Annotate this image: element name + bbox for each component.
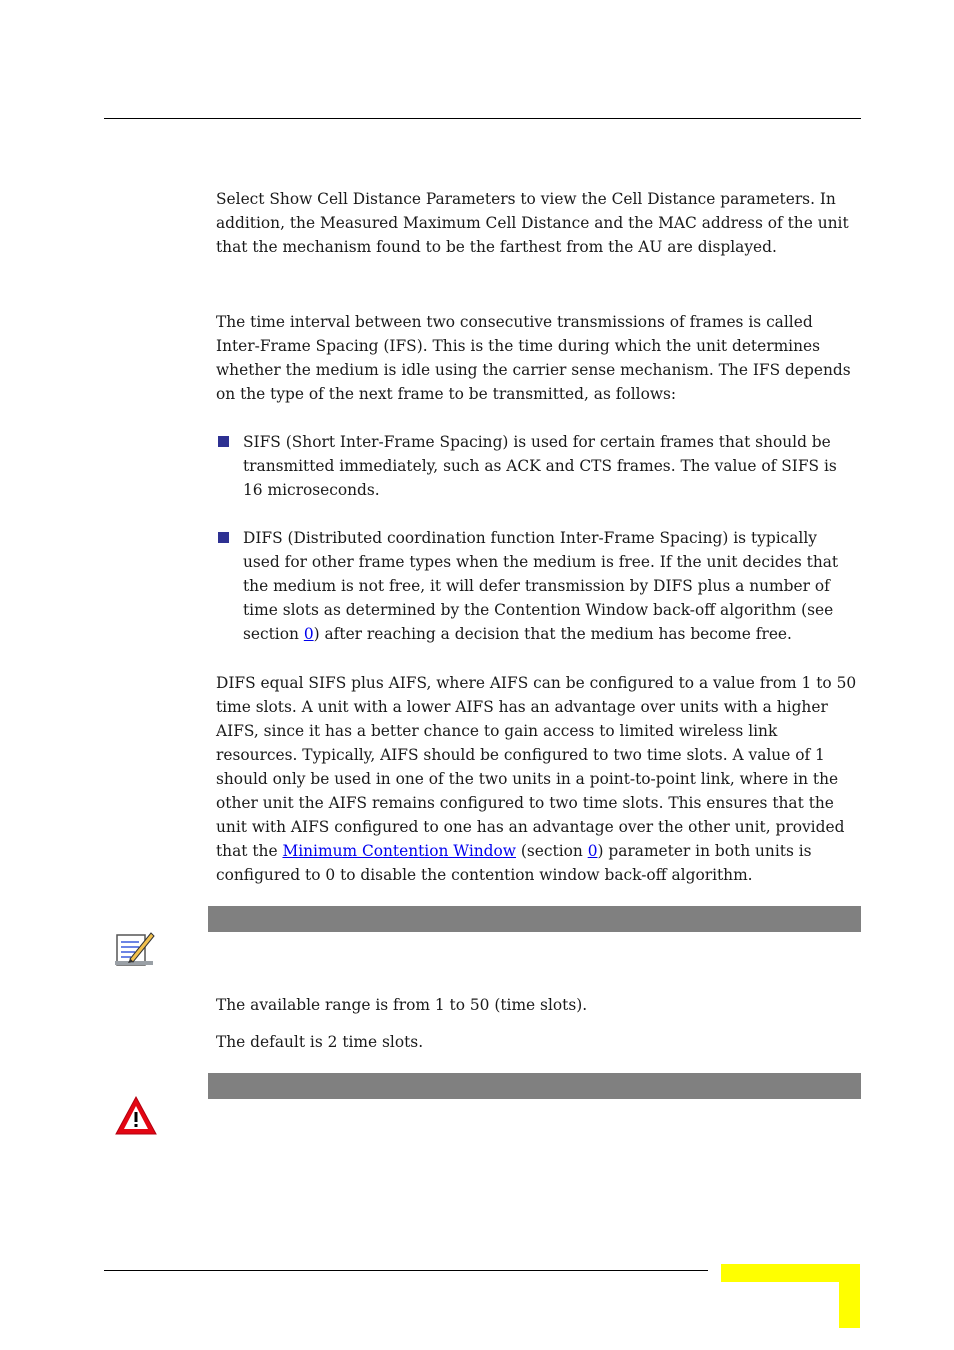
aifs-section-link[interactable]: 0 — [587, 842, 598, 860]
ifs-intro-paragraph: The time interval between two consecutive transmissions of frames is called Inter-Frame Spacing (IFS). This is the time during which the unit determines whether the medium is idle using the carrier sense mechanism. The IFS depends on the type of the next frame to be transmitted, as follows: — [216, 313, 851, 403]
sifs-bullet-icon — [218, 436, 229, 447]
difs-bullet-text-start: DIFS (Distributed coordination function Inter-Frame Spacing) is typically used for other frame types when the medium is free. If the unit decides that the medium is not free, it will defer transmission by DIFS plus a number of time slots as determined by the Contention Window back-off algorithm (see section — [243, 529, 839, 643]
default-text: The default is 2 time slots. — [216, 1033, 424, 1051]
header-rule — [104, 118, 861, 119]
note-header-bar — [208, 906, 861, 932]
aifs-text-start: DIFS equal SIFS plus AIFS, where AIFS can be configured to a value from 1 to 50 time slots. A unit with a lower AIFS has an advantage over units with a higher AIFS, since it has a better chance to gain access to limited wireless link resources. Typically, AIFS should be configured to two time slots. A value of 1 should only be used in one of the two units in a point-to-point link, where in the other unit the AIFS remains configured to two time slots. This ensures that the unit with AIFS configured to one has an advantage over the other unit, provided that the — [216, 674, 857, 860]
warning-triangle-icon — [114, 1095, 158, 1137]
difs-bullet-icon — [218, 532, 229, 543]
difs-bullet-text — [243, 526, 855, 646]
cell-distance-paragraph: Select Show Cell Distance Parameters to view the Cell Distance parameters. In addition, the Measured Maximum Cell Distance and the MAC address of the unit that the mechanism found to be the farthest from the AU are displayed. — [216, 190, 849, 256]
difs-bullet-text-end: ) after reaching a decision that the medium has become free. — [313, 625, 792, 643]
aifs-text-end: ) parameter in both units is configured to 0 to disable the contention window back-off algorithm. — [216, 842, 812, 884]
aifs-text-mid: (section — [515, 842, 588, 860]
sifs-bullet-text: SIFS (Short Inter-Frame Spacing) is used for certain frames that should be transmitted immediately, such as ACK and CTS frames. The value of SIFS is 16 microseconds. — [243, 433, 837, 499]
aifs-paragraph — [216, 671, 860, 887]
note-pencil-icon — [114, 929, 156, 969]
range-text: The available range is from 1 to 50 (time slots). — [216, 996, 588, 1014]
warning-header-bar — [208, 1073, 861, 1099]
footer-rule — [104, 1270, 708, 1271]
minimum-contention-window-link[interactable]: Minimum Contention Window — [282, 842, 516, 860]
page-accent-tab-side — [839, 1264, 860, 1328]
difs-section-link[interactable]: 0 — [303, 625, 314, 643]
